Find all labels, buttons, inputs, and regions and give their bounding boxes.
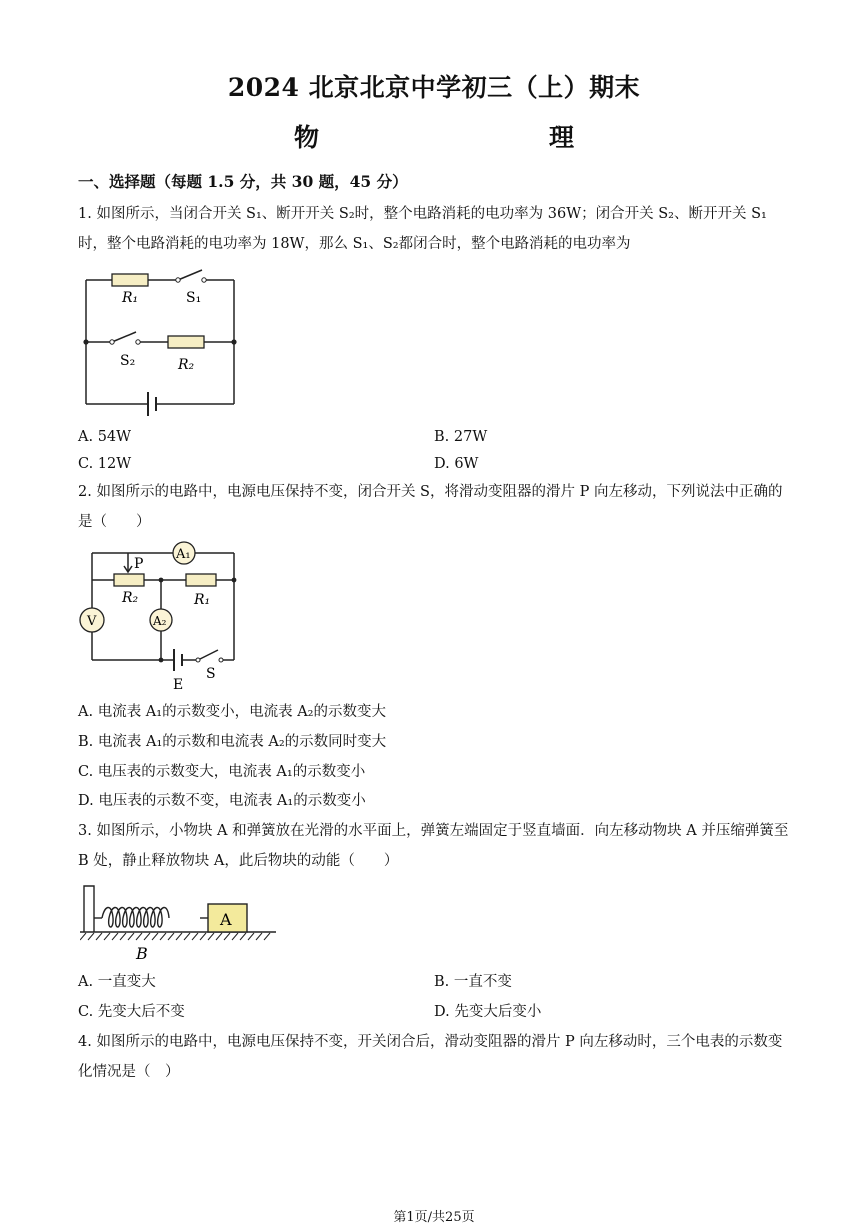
q3-option-d: D. 先变大后变小 [434, 1004, 542, 1020]
subject-title: 物 理 [293, 123, 634, 152]
label-e: E [173, 677, 184, 693]
resistor-r1 [112, 274, 148, 286]
label-block-a: A [220, 910, 232, 929]
label-s: S [206, 666, 216, 682]
label-a1: A₁ [176, 547, 191, 562]
label-p: P [134, 556, 144, 572]
q2-option-d: D. 电压表的示数不变，电流表 A₁的示数变小 [78, 793, 366, 809]
question-1-text: 1. 如图所示，当闭合开关 S₁、断开开关 S₂时，整个电路消耗的电功率为 36W；闭合开关 S₂、断开开关 S₁时，整个电路消耗的电功率为 18W，那么 S₁、S₂都闭合时，整个电路消耗的电功率为 [78, 206, 767, 252]
question-1-circuit-figure [80, 262, 250, 420]
question-4-text: 4. 如图所示的电路中，电源电压保持不变，开关闭合后，滑动变阻器的滑片 P 向左移动时，三个电表的示数变化情况是（ ） [78, 1034, 783, 1080]
label-r1: R₁ [194, 592, 211, 608]
q1-option-b: B. 27W [434, 429, 488, 445]
resistor-r1 [186, 574, 216, 586]
page-footer: 第1页/共25页 [393, 1210, 475, 1225]
label-a2: A₂ [153, 614, 167, 628]
section-heading: 一、选择题（每题 1.5 分，共 30 题，45 分） [78, 172, 408, 191]
label-v: V [87, 614, 97, 629]
page-title: 2024 北京北京中学初三（上）期末 [227, 73, 641, 102]
q3-option-a: A. 一直变大 [78, 974, 156, 990]
label-r1: R₁ [122, 290, 139, 306]
label-s1: S₁ [186, 290, 202, 306]
resistor-r2 [168, 336, 204, 348]
question-3-spring-figure [80, 880, 280, 964]
q3-option-c: C. 先变大后不变 [78, 1004, 185, 1020]
question-2-text: 2. 如图所示的电路中，电源电压保持不变，闭合开关 S，将滑动变阻器的滑片 P 向左移动，下列说法中正确的是（ ） [78, 484, 783, 530]
q1-option-a: A. 54W [78, 429, 132, 445]
q3-option-b: B. 一直不变 [434, 974, 512, 990]
question-2-circuit-figure [76, 541, 246, 693]
q2-option-b: B. 电流表 A₁的示数和电流表 A₂的示数同时变大 [78, 734, 387, 750]
rheostat-r2 [114, 574, 144, 586]
label-r2: R₂ [122, 590, 139, 606]
q1-option-d: D. 6W [434, 456, 479, 472]
label-s2: S₂ [120, 353, 136, 369]
q1-option-c: C. 12W [78, 456, 132, 472]
question-3-text: 3. 如图所示，小物块 A 和弹簧放在光滑的水平面上，弹簧左端固定于竖直墙面．向左移动物块 A 并压缩弹簧至 B 处，静止释放物块 A，此后物块的动能（ ） [78, 823, 789, 869]
label-r2: R₂ [178, 357, 195, 373]
q2-option-c: C. 电压表的示数变大，电流表 A₁的示数变小 [78, 764, 366, 780]
q2-option-a: A. 电流表 A₁的示数变小，电流表 A₂的示数变大 [78, 704, 386, 720]
label-point-b: B [136, 944, 148, 963]
